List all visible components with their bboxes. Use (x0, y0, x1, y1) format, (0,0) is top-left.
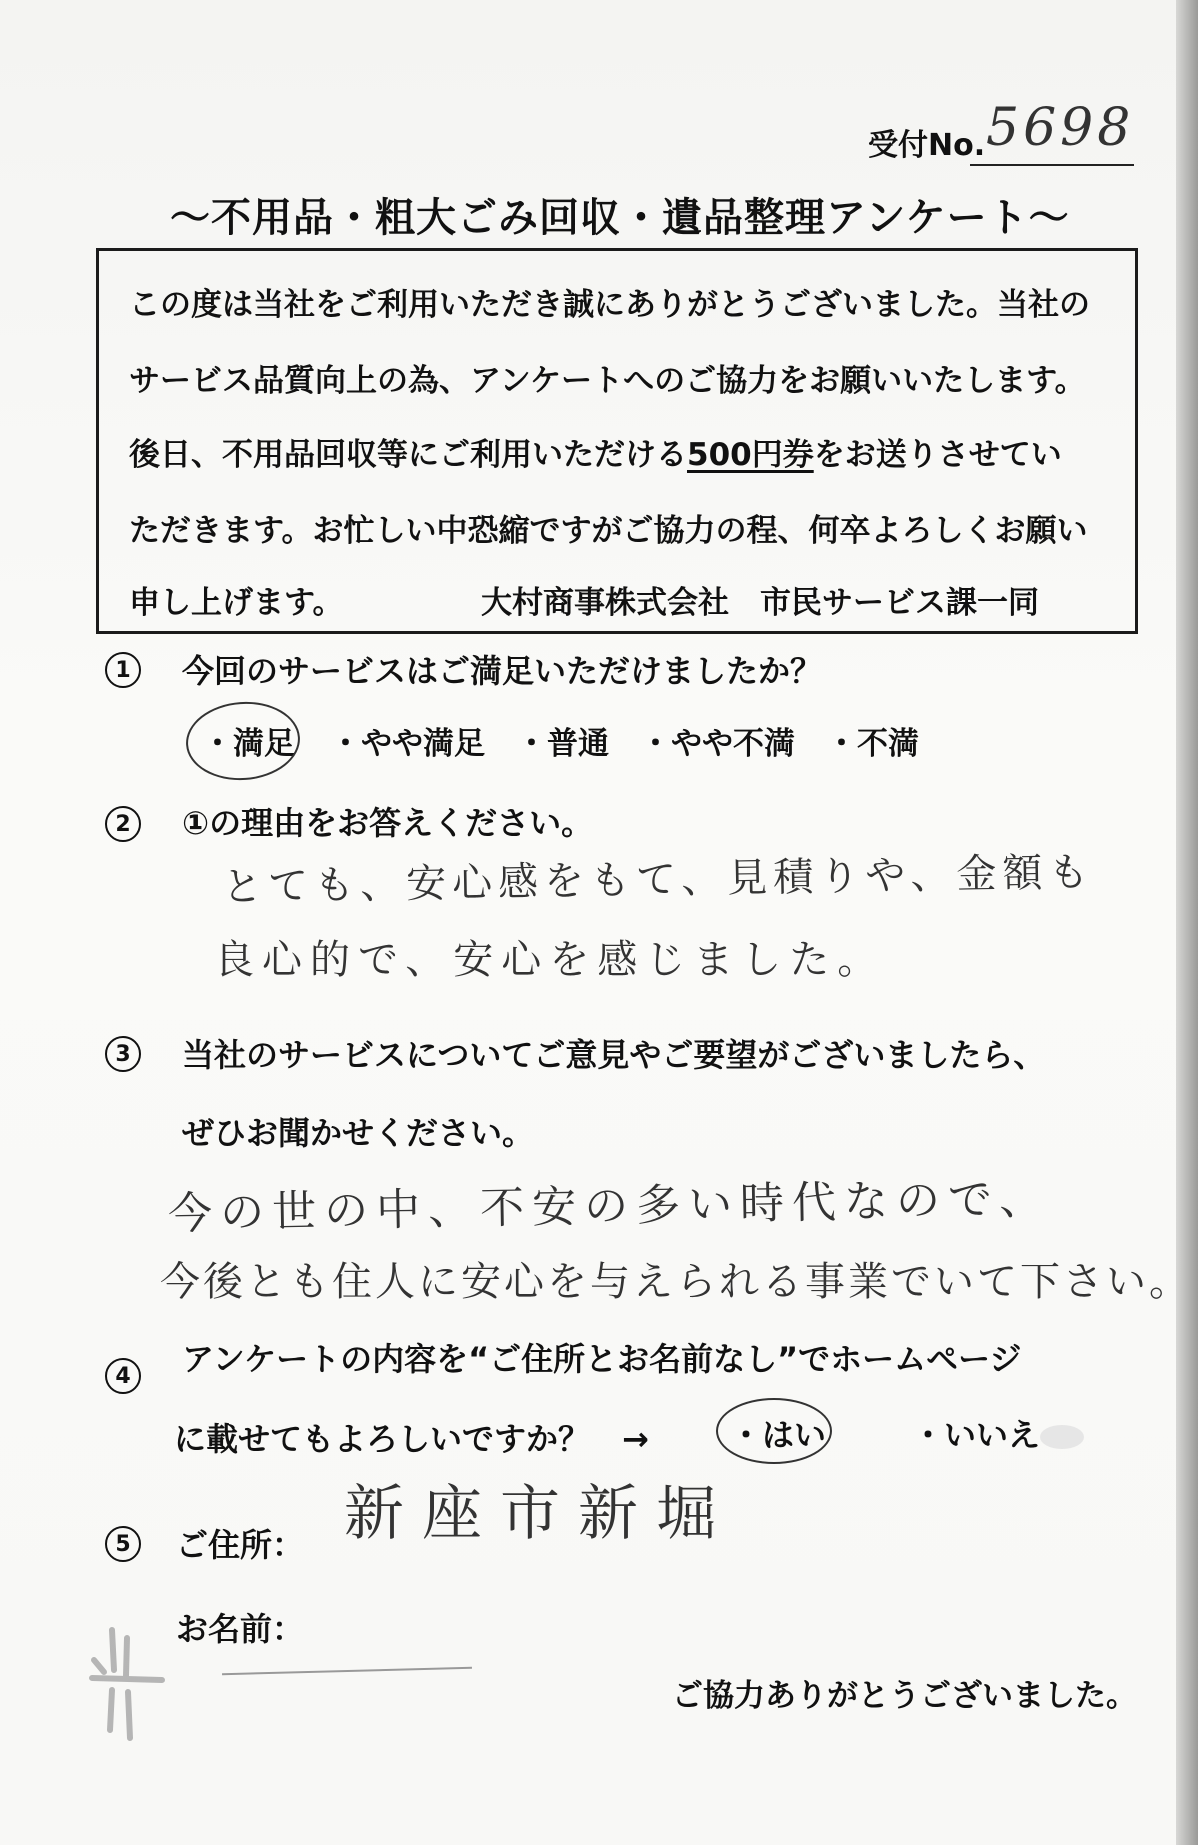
q3-question-line-1: 当社のサービスについてご意見やご要望がございましたら、 (182, 1036, 1046, 1074)
q1-option-neutral[interactable]: ・普通 (516, 726, 609, 762)
q5-address-value: 新座市新堀 (344, 1479, 734, 1549)
intro-line-1: この度は当社をご利用いただき誠にありがとうございました。当社の (129, 287, 1090, 323)
q1-option-somewhat-dissatisfied[interactable]: ・やや不満 (640, 726, 795, 762)
q1-question: 今回のサービスはご満足いただけましたか？ (182, 652, 823, 690)
q4-option-no[interactable]: ・いいえ (912, 1416, 1041, 1454)
intro-line-3-after: をお送りさせてい (813, 437, 1062, 473)
q1-option-satisfied[interactable]: ・満足 (202, 726, 295, 762)
voucher-amount: 500円券 (687, 437, 814, 473)
q4-option-yes[interactable]: ・はい (730, 1416, 827, 1454)
q4-question-line-2: に載せてもよろしいですか？ → (174, 1420, 649, 1458)
q1-option-somewhat-satisfied[interactable]: ・やや満足 (330, 726, 485, 762)
q4-number: 4 (105, 1358, 141, 1394)
q1-number: 1 (105, 652, 141, 688)
q3-number: 3 (105, 1036, 141, 1072)
q4-selected-circle (716, 1398, 832, 1464)
receipt-number (868, 98, 1148, 172)
q4-question-line-1: アンケートの内容を“ご住所とお名前なし”でホームページ (182, 1340, 1022, 1378)
paper-edge (1176, 0, 1198, 1845)
receipt-label: 受付No. (868, 128, 986, 163)
q2-answer-line-2: 良心的で、安心を感じました。 (214, 937, 886, 983)
receipt-value: 5698 (986, 98, 1135, 158)
footer-thanks: ご協力ありがとうございました。 (672, 1678, 1137, 1714)
intro-box (96, 248, 1138, 634)
ink-smudge (82, 1620, 172, 1750)
intro-line-2: サービス品質向上の為、アンケートへのご協力をお願いいたします。 (129, 363, 1086, 399)
intro-line-5: 申し上げます。 (129, 585, 344, 621)
name-line (222, 1667, 472, 1676)
q5-name-label: お名前： (176, 1610, 305, 1648)
page-title: ～不用品・粗大ごみ回収・遺品整理アンケート～ (170, 195, 1070, 241)
q3-answer-line-1: 今の世の中、不安の多い時代なので、 (167, 1173, 1052, 1240)
q1-selected-circle (183, 698, 302, 784)
q3-question-line-2: ぜひお聞かせください。 (182, 1114, 535, 1152)
q2-number: 2 (105, 806, 141, 842)
intro-line-3-before: 後日、不用品回収等にご利用いただける (129, 437, 687, 473)
q5-number: 5 (105, 1526, 141, 1562)
q2-answer-line-1: とても、安心感をもて、見積りや、金額も (221, 849, 1095, 911)
q5-address-label: ご住所： (176, 1526, 305, 1564)
company-signature: 大村商事株式会社 市民サービス課一同 (481, 585, 1039, 621)
intro-line-4: ただきます。お忙しい中恐縮ですがご協力の程、何卒よろしくお願い (129, 513, 1088, 549)
q1-option-dissatisfied[interactable]: ・不満 (826, 726, 919, 762)
q2-question: ①の理由をお答えください。 (182, 804, 594, 842)
eraser-smudge (1040, 1425, 1084, 1449)
q3-answer-line-2: 今後とも住人に安心を与えられる事業でいて下さい。 (160, 1259, 1192, 1305)
receipt-underline (970, 164, 1134, 166)
intro-line-3 (129, 429, 1062, 474)
